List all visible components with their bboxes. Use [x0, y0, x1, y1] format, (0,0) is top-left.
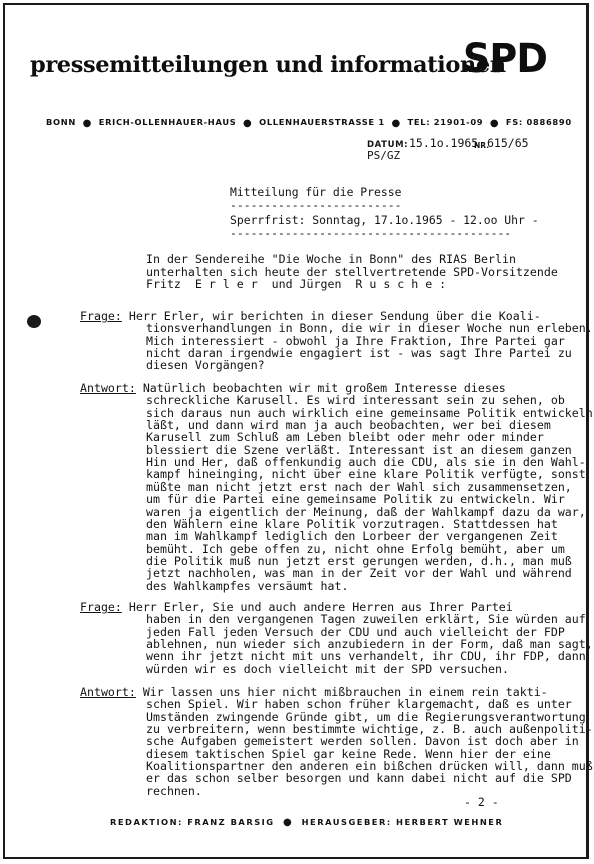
dialogue-line: Hin und Her, daß offenkundig auch die CDU, als sie in den Wahl- — [146, 455, 586, 470]
dialogue-line: tionsverhandlungen in Bonn, die wir in dieser Woche nun erleben. — [146, 321, 593, 336]
address-building: ERICH-OLLENHAUER-HAUS — [98, 117, 237, 127]
dialogue-line: Koalitionspartner den anderen ein bißchen drücken will, dann muß — [146, 759, 593, 774]
dialogue-line: sche Aufgaben gemeistert werden sollen. Davon ist doch aber in — [146, 734, 579, 749]
dialogue-line: Herr Erler, wir berichten in dieser Sendung über die Koali- — [121, 309, 541, 323]
dialogue-line: um für die Partei eine gemeinsame Politik zu entwickeln. Wir — [146, 492, 565, 507]
address-fax: FS: 0886890 — [505, 117, 572, 127]
address-phone: TEL: 21901-09 — [407, 117, 484, 127]
bullet-icon: ● — [282, 817, 294, 828]
dialogue-line: müßte man nicht jetzt erst nach der Wahl sich zusammensetzen, — [146, 479, 572, 494]
dialogue-line: er das schon selber besorgen und kann dabei nicht auf die SPD — [146, 771, 572, 786]
dialogue-line: waren ja eigentlich der Meinung, daß der Wahlkampf dazu da war, — [146, 504, 586, 519]
dialogue-line: kampf hineinging, nicht über eine klare Politik verfügte, sonst — [146, 467, 586, 482]
speaker-label: Antwort: — [80, 685, 136, 699]
page-number: - 2 - — [464, 795, 499, 809]
dialogue-line: diesem taktischen Spiel gar keine Rede. Wenn hier der eine — [146, 746, 551, 761]
speaker-label: Frage: — [80, 309, 122, 323]
notice-heading: Mitteilung für die Presse — [230, 185, 402, 199]
dialogue-line: Mich interessiert - obwohl ja Ihre Fraktion, Ihre Partei gar — [146, 333, 565, 348]
dialogue-line: zu verbreitern, wenn bestimmte wichtige, z. B. auch außenpoliti- — [146, 722, 593, 737]
nr-label: NR. — [474, 141, 490, 150]
dialogue-line: schen Spiel. Wir haben schon früher klargemacht, daß es unter — [146, 697, 572, 712]
dialogue-line: schreckliche Karusell. Es wird interessant sein zu sehen, ob — [146, 393, 565, 408]
address-city: BONN — [46, 117, 77, 127]
spd-logo: SPD — [463, 36, 547, 82]
dialogue-line: würden wir es doch vielleicht mit der SPD versuchen. — [146, 661, 509, 676]
dialogue-line: sich daraus nun auch wirklich eine gemeinsame Politik entwickeln — [146, 405, 593, 420]
dialogue-line: blessiert die Szene verläßt. Interessant ist an diesem ganzen — [146, 442, 572, 457]
address-line — [46, 117, 572, 128]
dialogue-line: haben in den vergangenen Tagen zuweilen erklärt, Sie würden auf — [146, 612, 586, 627]
dialogue-line: rechnen. — [146, 783, 202, 798]
intro-line — [146, 278, 446, 290]
dialogue-line: Umständen zwingende Gründe gibt, um die Regierungsverantwortung — [146, 709, 586, 724]
dialogue-line: Herr Erler, Sie und auch andere Herren aus Ihrer Partei — [121, 600, 513, 614]
intro-line: Fritz E r l e r und Jürgen R u s c h e : — [146, 277, 447, 291]
initials: PS/GZ — [367, 149, 401, 162]
dialogue-line: Natürlich beobachten wir mit großem Interesse dieses — [135, 381, 506, 395]
speaker-label: Frage: — [80, 600, 122, 614]
datum-label: DATUM: — [367, 140, 409, 150]
dialogue-line — [146, 359, 265, 371]
bullet-icon: ● — [489, 117, 500, 129]
dialogue-line: die Politik muß nun jetzt erst gerungen werden, d.h., man muß — [146, 553, 572, 568]
dialogue-line: bemüht. Ich gebe offen zu, nicht ohne Erfolg bemüht, aber um — [146, 541, 565, 556]
embargo-line: Sperrfrist: Sonntag, 17.1o.1965 - 12.oo Uhr - — [230, 213, 539, 227]
address-street: OLLENHAUERSTRASSE 1 — [259, 117, 385, 127]
dialogue-line — [146, 785, 202, 797]
dialogue-line — [146, 663, 509, 675]
dialogue-line: ablehnen, nun wieder sich anzubiedern in der Form, daß man sagt, — [146, 637, 593, 652]
punch-hole — [27, 315, 41, 328]
speaker-label: Antwort: — [80, 381, 136, 395]
dialogue-line — [146, 772, 572, 784]
notice-rule: ------------------------- — [230, 198, 402, 212]
dialogue-line — [146, 580, 348, 592]
bullet-icon: ● — [391, 117, 401, 129]
dialogue-line: jeden Fall jeden Versuch der CDU und auch vielleicht der FDP — [146, 624, 565, 639]
bullet-icon: ● — [82, 117, 93, 129]
dialogue-line: Karusell zum Schluß am Leben bleibt oder mehr oder minder — [146, 430, 544, 445]
dialogue-line: den Wählern eine klare Politik vorzutragen. Stattdessen hat — [146, 516, 558, 531]
dialogue-line: diesen Vorgängen? — [146, 358, 265, 373]
datum-value: 15.1o.1965 — [409, 136, 479, 150]
dialogue-line: läßt, und dann wird man ja auch beobachten, wer bei diesem — [146, 418, 551, 433]
dialogue-line: nicht daran irgendwie engagiert ist - was sagt Ihre Partei zu — [146, 346, 572, 361]
intro-line: unterhalten sich heute der stellvertretende SPD-Vorsitzende — [146, 265, 558, 279]
footer-redaktion: REDAKTION: FRANZ BARSIG — [110, 817, 275, 827]
embargo-rule: ----------------------------------------- — [230, 226, 512, 240]
footer-line — [110, 817, 503, 828]
dialogue-line: des Wahlkampfes versäumt hat. — [146, 578, 349, 593]
masthead-title: pressemitteilungen und informationen — [30, 52, 506, 78]
dialogue-line: wenn ihr jetzt nicht mit uns verhandelt, ihr CDU, ihr FDP, dann — [146, 649, 586, 664]
dialogue-line: man im Wahlkampf lediglich den Lorbeer der vergangenen Zeit — [146, 529, 558, 544]
intro-line: In der Sendereihe "Die Woche in Bonn" des RIAS Berlin — [146, 252, 516, 266]
intro-line — [146, 253, 516, 265]
nr-value: 615/65 — [487, 136, 529, 150]
dialogue-line: jetzt nachholen, was man in der Zeit vor der Wahl und während — [146, 566, 572, 581]
footer-herausgeber: HERAUSGEBER: HERBERT WEHNER — [301, 817, 504, 827]
bullet-icon: ● — [243, 117, 253, 129]
dialogue-line: Wir lassen uns hier nicht mißbrauchen in einem rein takti- — [135, 685, 548, 699]
